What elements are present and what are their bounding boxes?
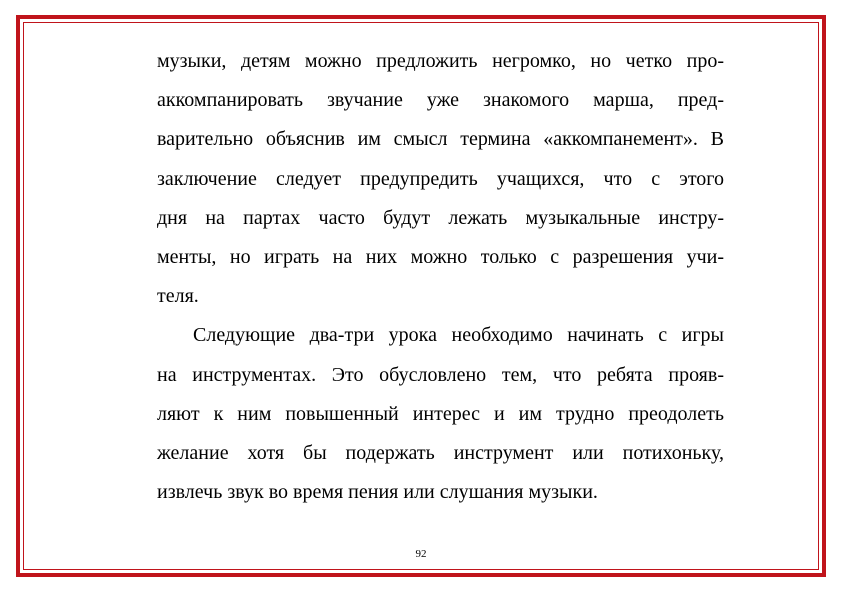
text-line: на инструментах. Это обусловлено тем, что ребята прояв- — [157, 363, 724, 386]
text-line: варительно объяснив им смысл термина «аккомпанемент». В — [157, 128, 724, 151]
text-line: извлечь звук во время пения или слушания музыки. — [157, 481, 598, 504]
text-line: менты, но играть на них можно только с разрешения учи- — [157, 245, 724, 268]
text-line: аккомпанировать звучание уже знакомого марша, пред- — [157, 89, 724, 112]
page-number: 92 — [415, 548, 427, 560]
text-line: ляют к ним повышенный интерес и им трудно преодолеть — [157, 402, 724, 425]
text-line: Следующие два-три урока необходимо начинать с игры — [193, 324, 724, 347]
text-line: музыки, детям можно предложить негромко, но четко про- — [157, 50, 724, 72]
text-line: заключение следует предупредить учащихся, что с этого — [157, 167, 724, 190]
text-line: теля. — [157, 285, 199, 308]
body-text — [157, 42, 724, 512]
text-line: дня на партах часто будут лежать музыкальные инстру- — [157, 206, 724, 229]
text-line: желание хотя бы подержать инструмент или потихоньку, — [157, 441, 724, 464]
